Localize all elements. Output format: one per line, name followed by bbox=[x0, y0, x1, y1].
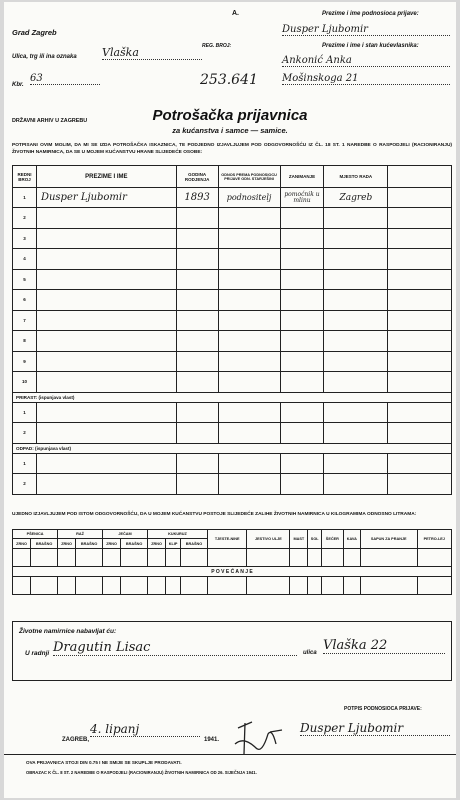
table-row: 2 bbox=[13, 423, 452, 444]
supply-label: Životne namirnice nabavljat ću: bbox=[19, 628, 117, 635]
prirast-header: PRIRAST: (ispunjava vlast) bbox=[13, 392, 452, 402]
table-row: 1 bbox=[13, 402, 452, 423]
form-letter: A. bbox=[232, 10, 239, 17]
supply-street-value: Vlaška 22 bbox=[323, 638, 445, 654]
increase-label: P O V E Ć A N J E bbox=[13, 567, 452, 577]
declaration-text: POTPISANI OVIM MOLIM, DA MI SE IZDA POTROŠAČKA ISKAZNICA, TE PODJEDNO IZJAVLJUJEM POD ODGOVORNOŠĆU IZ ČL. 18 ST. 1 NAREDBE O RASPODJELI (RACIONIRANJU) ŽIVOTNIH NAMIRNICA, DA SE U MOJEM KUĆANSTVU HRANE SLIJEDEĆE OSOBE: bbox=[12, 143, 452, 155]
col-header: GODINA RODJENJA bbox=[176, 166, 218, 188]
col-header: ZANIMANJE bbox=[280, 166, 324, 188]
table-row: 4 bbox=[13, 249, 452, 270]
owner-address: Mošinskoga 21 bbox=[282, 73, 450, 85]
person-birth-year: 1893 bbox=[176, 188, 218, 208]
stamp-signature-mark bbox=[230, 714, 290, 758]
owner-label: Prezime i ime i stan kućevlasnika: bbox=[322, 43, 419, 49]
table-row: 9 bbox=[13, 351, 452, 372]
col-header: REDNI BROJ bbox=[13, 166, 37, 188]
signature-value: Dusper Ljubomir bbox=[300, 721, 450, 736]
footer-year: 1941. bbox=[204, 737, 220, 743]
form-sheet bbox=[4, 2, 456, 798]
footer-divider bbox=[4, 754, 456, 755]
price-note: OVA PRIJAVNICA STOJI DIN 0.75 I NE SMIJE SE SKUPLJE PRODAVATI. bbox=[26, 760, 182, 765]
city-label: Grad Zagreb bbox=[12, 28, 57, 37]
table-row: 2 bbox=[13, 474, 452, 495]
col-header-blank bbox=[388, 166, 452, 188]
house-value: 63 bbox=[30, 73, 100, 85]
table-row bbox=[13, 188, 452, 208]
table-row: 2 bbox=[13, 208, 452, 229]
stock-declaration: UJEDNO IZJAVLJUJEM POD ISTOM ODGOVORNOŠĆU, DA U MOJEM KUĆANSTVU POSTOJE SLIJEDEĆE ZALIHE ŽIVOTNIH NAMIRNICA U KILOGRAMIMA ODNOSNO LITRAMA: bbox=[12, 512, 417, 517]
person-workplace: Zagreb bbox=[324, 188, 388, 208]
table-row: 8 bbox=[13, 331, 452, 352]
table-header-row bbox=[13, 166, 452, 188]
odpad-header: ODPAD: (ispunjava vlast) bbox=[13, 443, 452, 453]
person-relation: podnositelj bbox=[218, 188, 280, 208]
stock-values-row bbox=[13, 549, 452, 567]
person-job: pomoćnik u mlinu bbox=[280, 188, 324, 208]
street-value: Vlaška bbox=[102, 46, 202, 60]
reg-number: 253.641 bbox=[200, 72, 258, 88]
col-header: ODNOS PREMA PODNOSIOCU PRIJAVE ODN. STARJEŠINI bbox=[218, 166, 280, 188]
person-name: Dusper Ljubomir bbox=[36, 188, 176, 208]
street-label: Ulica, trg ili ina oznaka bbox=[12, 54, 77, 60]
row-number: 1 bbox=[13, 188, 37, 208]
owner-name: Ankonić Anka bbox=[282, 55, 450, 67]
form-title: Potrošačka prijavnica bbox=[152, 107, 308, 124]
regulation-note: OBRAZAC K ČL. 8 ST. 2 NAREDBE O RASPODJELI (RACIONIRANJU) ŽIVOTNIH NAMIRNICA OD 26. SIJEČNJA 1941. bbox=[26, 770, 257, 775]
table-row: 5 bbox=[13, 269, 452, 290]
table-row: 1 bbox=[13, 453, 452, 474]
form-subtitle: za kućanstva i samce — samice. bbox=[172, 126, 288, 135]
persons-table bbox=[12, 165, 452, 495]
table-row: 10 bbox=[13, 372, 452, 393]
supply-box bbox=[12, 621, 452, 681]
footer-city: ZAGREB, bbox=[62, 737, 89, 743]
archive-label: DRŽAVNI ARHIV U ZAGREBU bbox=[12, 118, 88, 124]
table-row: 3 bbox=[13, 228, 452, 249]
house-label: Kbr. bbox=[12, 82, 24, 88]
holder-label: Prezime i ime podnosioca prijave: bbox=[322, 11, 419, 17]
col-header: PREZIME I IME bbox=[36, 166, 176, 188]
supply-street-label: ulica bbox=[303, 650, 317, 656]
stock-table: PŠENICA RAŽ JEČAM KUKURUZ TJESTE-NINE JESTIVO ULJE MAST SOL ŠEĆER KAVA SAPUN ZA PRANJE PETRO-LEJ ZRNO BRAŠNO ZRNO BRAŠNO ZRNO BRAŠNO ZRNO KLIP BRAŠNO P O V E Ć A N J E bbox=[12, 529, 452, 595]
shop-value: Dragutin Lisac bbox=[53, 640, 297, 656]
shop-label: U radnji bbox=[25, 650, 50, 657]
signature-label: POTPIS PODNOSIOCA PRIJAVE: bbox=[344, 706, 422, 712]
footer-date: 4. lipanj bbox=[90, 722, 200, 737]
reg-label: REG. BROJ: bbox=[202, 43, 232, 49]
holder-value: Dusper Ljubomir bbox=[282, 24, 450, 36]
table-row: 6 bbox=[13, 290, 452, 311]
col-header: MJESTO RADA bbox=[324, 166, 388, 188]
table-row: 7 bbox=[13, 310, 452, 331]
stock-increase-row bbox=[13, 577, 452, 595]
